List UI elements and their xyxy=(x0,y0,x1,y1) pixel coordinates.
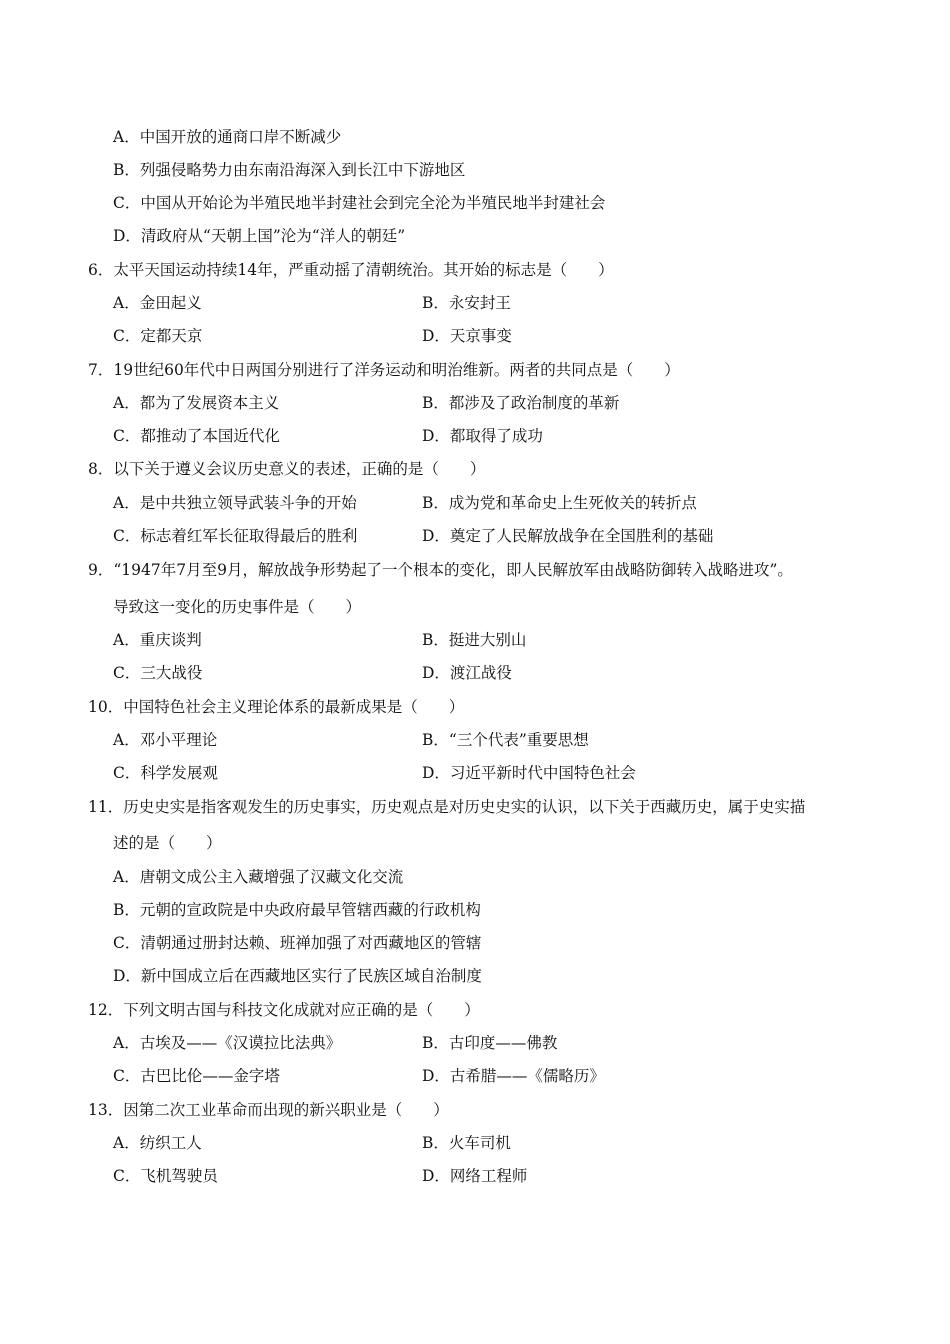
q11-stem: 11．历史史实是指客观发生的历史事实，历史观点是对历史史实的认识，以下关于西藏历史，属于史实描 xyxy=(88,798,806,816)
q12-stem: 12．下列文明古国与科技文化成就对应正确的是（ ） xyxy=(88,1001,480,1019)
q6-option-b: B．永安封王 xyxy=(422,294,511,312)
q5-option-a: A．中国开放的通商口岸不断减少 xyxy=(113,128,342,146)
q6-option-c: C．定都天京 xyxy=(113,327,203,345)
q7-option-a: A．都为了发展资本主义 xyxy=(113,394,280,412)
q10-option-c: C．科学发展观 xyxy=(113,764,218,782)
q11-option-b: B．元朝的宣政院是中央政府最早管辖西藏的行政机构 xyxy=(113,901,481,919)
q10-stem: 10．中国特色社会主义理论体系的最新成果是（ ） xyxy=(88,698,465,716)
q8-option-c: C．标志着红军长征取得最后的胜利 xyxy=(113,527,358,545)
q11-option-d: D．新中国成立后在西藏地区实行了民族区域自治制度 xyxy=(113,967,482,985)
q8-option-d: D．奠定了人民解放战争在全国胜利的基础 xyxy=(422,527,714,545)
q7-option-b: B．都涉及了政治制度的革新 xyxy=(422,394,620,412)
q9-option-c: C．三大战役 xyxy=(113,664,203,682)
q13-stem: 13．因第二次工业革命而出现的新兴职业是（ ） xyxy=(88,1101,449,1119)
q8-stem: 8．以下关于遵义会议历史意义的表述，正确的是（ ） xyxy=(88,460,486,478)
q12-option-b: B．古印度——佛教 xyxy=(422,1034,558,1052)
q12-option-a: A．古埃及——《汉谟拉比法典》 xyxy=(113,1034,342,1052)
q6-option-d: D．天京事变 xyxy=(422,327,512,345)
q13-option-c: C．飞机驾驶员 xyxy=(113,1167,218,1185)
q11-stem-continued: 述的是（ ） xyxy=(113,834,222,852)
q13-option-b: B．火车司机 xyxy=(422,1134,511,1152)
q13-option-d: D．网络工程师 xyxy=(422,1167,528,1185)
q10-option-d: D．习近平新时代中国特色社会 xyxy=(422,764,636,782)
q5-option-c: C．中国从开始论为半殖民地半封建社会到完全沦为半殖民地半封建社会 xyxy=(113,194,606,212)
q9-stem-continued: 导致这一变化的历史事件是（ ） xyxy=(113,598,362,616)
q8-option-a: A．是中共独立领导武装斗争的开始 xyxy=(113,494,357,512)
q9-option-d: D．渡江战役 xyxy=(422,664,512,682)
q7-stem: 7．19世纪60年代中日两国分别进行了洋务运动和明治维新。两者的共同点是（ ） xyxy=(88,361,680,379)
q9-option-a: A．重庆谈判 xyxy=(113,631,202,649)
q12-option-c: C．古巴比伦——金字塔 xyxy=(113,1067,280,1085)
q8-option-b: B．成为党和革命史上生死攸关的转折点 xyxy=(422,494,697,512)
q11-option-c: C．清朝通过册封达赖、班禅加强了对西藏地区的管辖 xyxy=(113,934,482,952)
q7-option-c: C．都推动了本国近代化 xyxy=(113,427,280,445)
q7-option-d: D．都取得了成功 xyxy=(422,427,543,445)
q11-option-a: A．唐朝文成公主入藏增强了汉藏文化交流 xyxy=(113,868,404,886)
q10-option-a: A．邓小平理论 xyxy=(113,731,218,749)
q6-option-a: A．金田起义 xyxy=(113,294,202,312)
q5-option-d: D．清政府从“天朝上国”沦为“洋人的朝廷” xyxy=(113,227,406,245)
q9-stem: 9．“1947年7月至9月，解放战争形势起了一个根本的变化，即人民解放军由战略防御转入战略进攻”。 xyxy=(88,561,793,579)
q9-option-b: B．挺进大别山 xyxy=(422,631,527,649)
q10-option-b: B．“三个代表”重要思想 xyxy=(422,731,589,749)
q13-option-a: A．纺织工人 xyxy=(113,1134,202,1152)
q12-option-d: D．古希腊——《儒略历》 xyxy=(422,1067,605,1085)
q5-option-b: B．列强侵略势力由东南沿海深入到长江中下游地区 xyxy=(113,161,466,179)
q6-stem: 6．太平天国运动持续14年，严重动摇了清朝统治。其开始的标志是（ ） xyxy=(88,261,614,279)
